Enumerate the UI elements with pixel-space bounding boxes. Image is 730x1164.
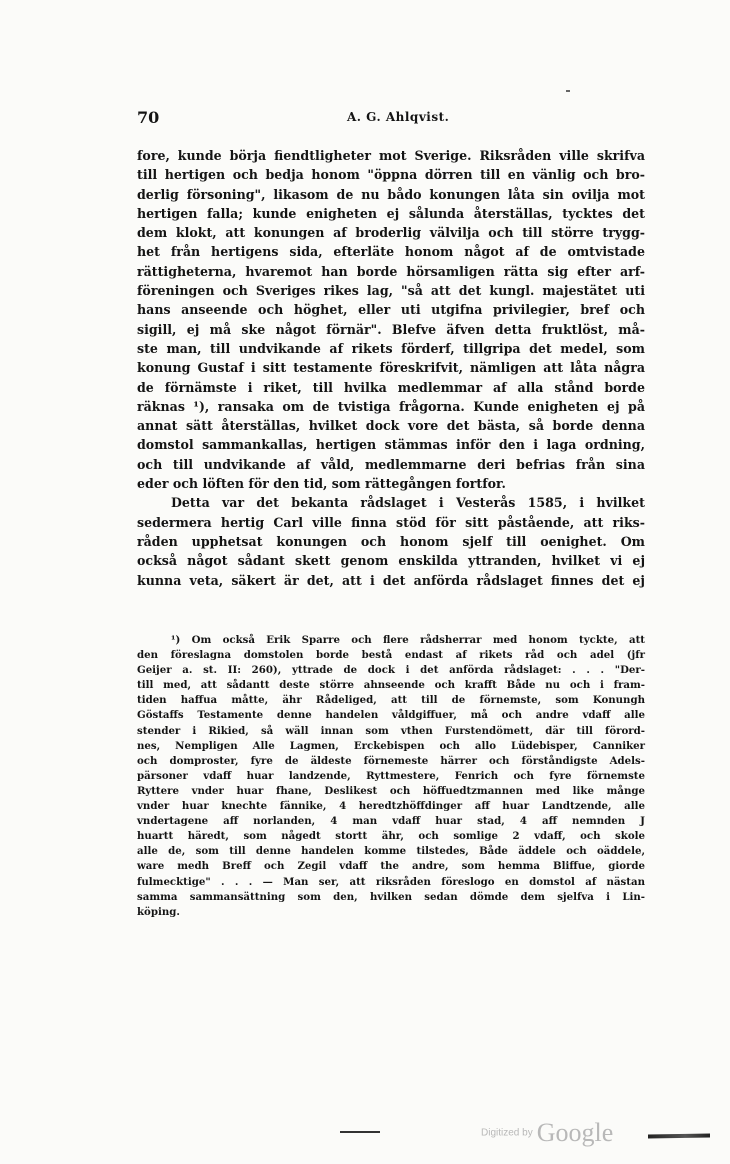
footnote-line: pärsoner vdaff huar landzende, Ryttmestere, Fenrich och fyre förnemste [137,769,645,782]
footnote-line: tiden haffua måtte, ähr Rådeliged, att till de förnemste, som Konungh [137,694,645,707]
body-line: rättigheterna, hvaremot han borde hörsamligen rätta sig efter arf- [137,263,645,279]
footnote-line: Ryttere vnder huar fhane, Deslikest och höffuedtzmannen med like månge [137,784,645,797]
page-header [137,108,645,128]
body-line: Detta var det bekanta rådslaget i Vesterås 1585, i hvilket [171,495,645,511]
footnote-line: och domproster, fyre de äldeste förnemeste härrer och förståndigste Adels- [137,754,645,767]
footnote-line: vnder huar knechte fännike, 4 heredtzhöffdinger aff huar Landtzende, alle [137,800,645,813]
body-line: konung Gustaf i sitt testamente föreskrifvit, nämligen att låta några [137,360,645,376]
body-line: till hertigen och bedja honom "öppna dörren till en vänlig och bro- [137,167,645,183]
ink-mark [340,1131,380,1133]
body-line: ste man, till undvikande af rikets förderf, tillgripa det medel, som [137,340,645,356]
footnotes [137,633,645,920]
footnote-line: Geijer a. st. II: 260), yttrade de dock i det anförda rådslaget: . . . "Der- [137,664,645,677]
body-line: derlig försoning", likasom de nu bådo konungen låta sin ovilja mot [137,186,645,202]
footnote-line: samma sammansättning som den, hvilken sedan dömde dem sjelfva i Lin- [137,890,645,903]
footnote-line: huartt häredt, som någedt stortt ähr, och somlige 2 vdaff, och skole [137,830,645,843]
body-line: kunna veta, säkert är det, att i det anförda rådslaget finnes det ej [137,572,645,588]
google-watermark [481,1118,613,1148]
digitized-by-label: Digitized by [481,1127,533,1139]
body-line: domstol sammankallas, hertigen stämmas inför den i laga ordning, [137,437,645,453]
body-line: de förnämste i riket, till hvilka medlemmar af alla stånd borde [137,379,645,395]
body-line: hertigen falla; kunde enigheten ej sålunda återställas, tycktes det [137,205,645,221]
footnote-line: ware medh Breff och Zegil vdaff the andre, som hemma Bliffue, giorde [137,860,645,873]
google-logo: Google [536,1118,614,1147]
scan-mark [566,90,570,92]
running-head: A. G. Ahlqvist. [347,110,450,124]
body-line: dem klokt, att konungen af broderlig välvilja och till större trygg- [137,225,645,241]
body-line: fore, kunde börja fiendtligheter mot Sverige. Riksråden ville skrifva [137,148,645,163]
body-line: råden upphetsat konungen och honom sjelf till oenighet. Om [137,533,645,549]
footnote-line: alle de, som till denne handelen komme tilstedes, Både äddele och oäddele, [137,845,645,858]
body-line: het från hertigens sida, efterläte honom något af de omtvistade [137,244,645,260]
body-line: också något sådant skett genom enskilda yttranden, hvilket vi ej [137,553,645,569]
body-line: föreningen och Sveriges rikes lag, "så att det kungl. majestätet uti [137,283,645,299]
footnote-line: ¹) Om också Erik Sparre och flere rådsherrar med honom tyckte, att [171,634,645,646]
body-line: eder och löften för den tid, som rättegången fortfor. [137,476,506,492]
body-line: annat sätt återställas, hvilket dock vore det bästa, så borde denna [137,418,645,434]
body-line: räknas ¹), ransaka om de tvistiga frågorna. Kunde enigheten ej på [137,398,645,414]
footnote-line: köping. [137,905,180,918]
footnote-line: Göstaffs Testamente denne handelen våldgiffuer, må och andre vdaff alle [137,709,645,722]
footnote-line: stender i Rikied, så wäll innan som vthen Furstendömett, där till förord- [137,724,645,737]
footnote-line: den föreslagna domstolen borde bestå endast af rikets råd och adel (jfr [137,649,645,662]
footnote-line: vndertagene aff norlanden, 4 man vdaff huar stad, 4 aff nemnden J [137,815,645,828]
body-line: och till undvikande af våld, medlemmarne deri befrias från sina [137,456,645,472]
footnote-line: till med, att sådantt deste större ahnseende och krafft Både nu och i fram- [137,679,645,692]
body-text [137,146,645,590]
body-line: hans anseende och höghet, eller uti utgifna privilegier, bref och [137,302,645,318]
bookmark-strip [648,1133,710,1138]
page-number: 70 [137,108,160,127]
body-line: sedermera hertig Carl ville finna stöd för sitt påstående, att riks- [137,514,645,530]
footnote-line: nes, Nempligen Alle Lagmen, Erckebispen och allo Lüdebisper, Canniker [137,739,645,752]
footnote-line: fulmecktige" . . . — Man ser, att riksråden föreslogo en domstol af nästan [137,875,645,888]
body-line: sigill, ej må ske något förnär". Blefve äfven detta fruktlöst, må- [137,321,645,337]
